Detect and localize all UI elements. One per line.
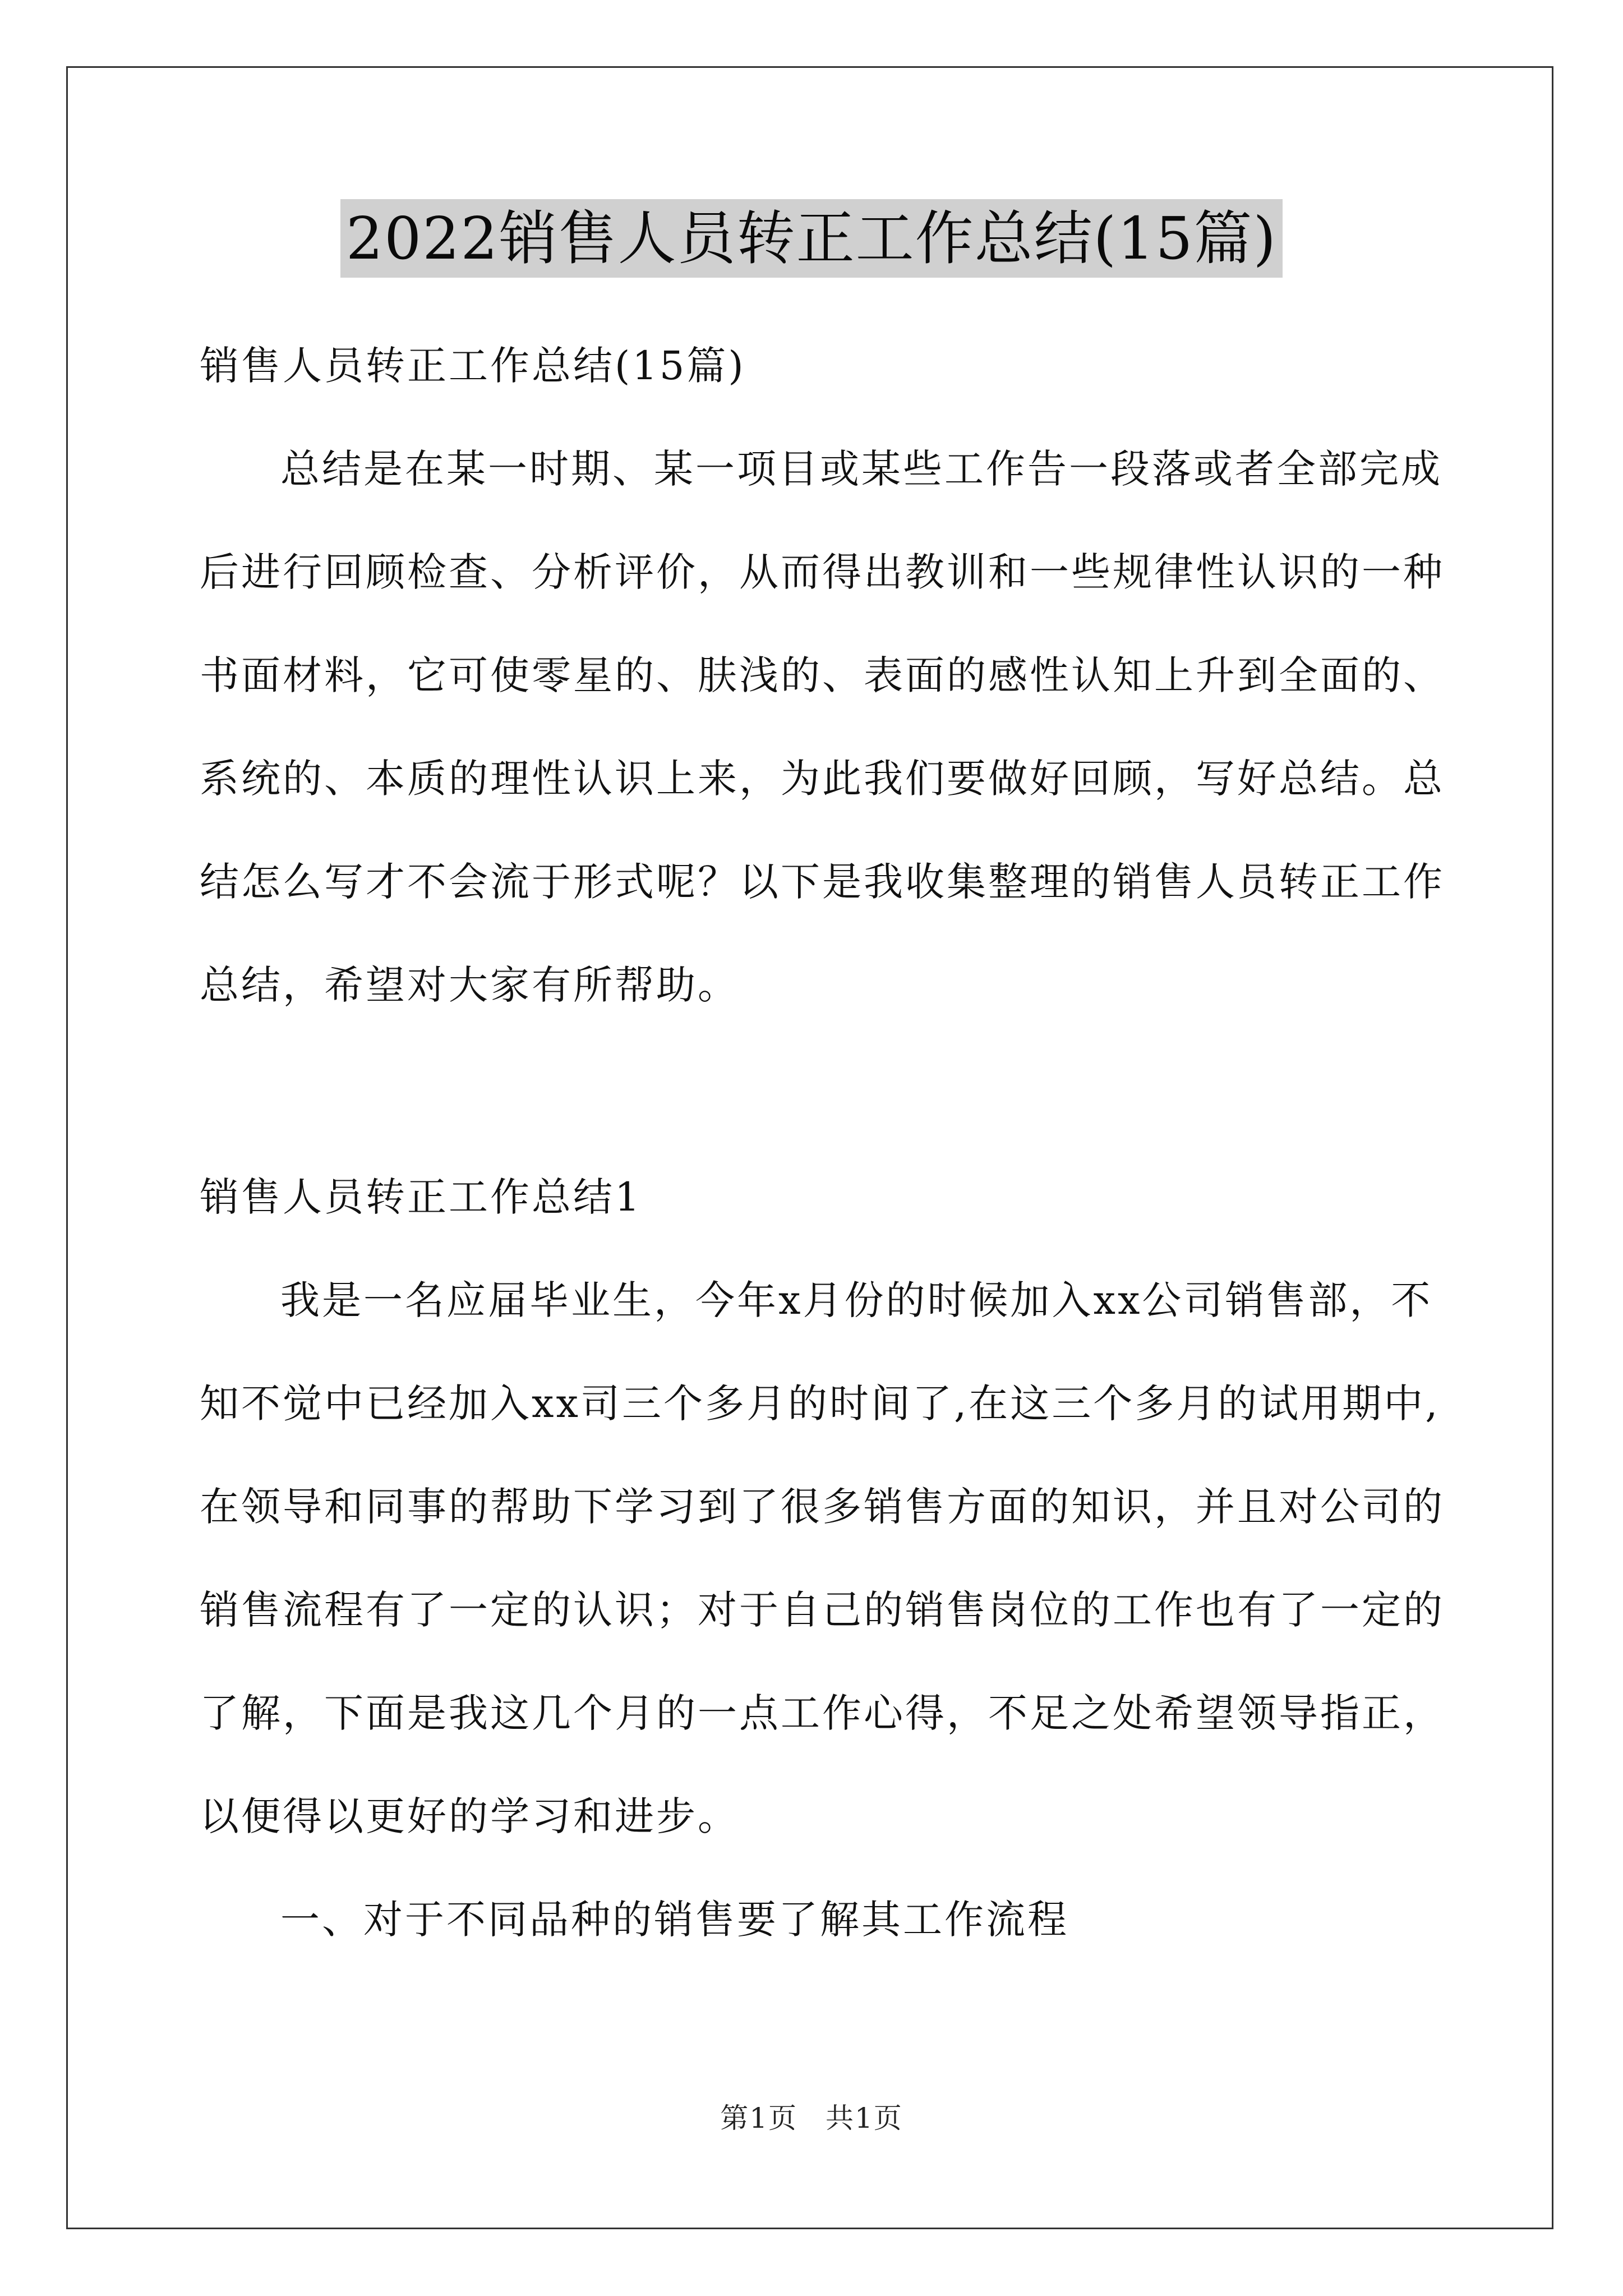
section-spacer <box>200 1037 1424 1145</box>
section-heading: 销售人员转正工作总结1 <box>200 1174 642 1220</box>
document-body <box>200 314 1445 1971</box>
section-line: 在领导和同事的帮助下学习到了很多销售方面的知识，并且对公司的 <box>200 1484 1445 1530</box>
page-number: 第1页 <box>720 2102 798 2134</box>
section-line: 了解，下面是我这几个月的一点工作心得，不足之处希望领导指正， <box>200 1690 1445 1736</box>
page-total: 共1页 <box>825 2102 903 2134</box>
point-heading: 一、对于不同品种的销售要了解其工作流程 <box>280 1897 1069 1943</box>
section-line: 我是一名应届毕业生，今年x月份的时候加入xx公司销售部，不 <box>280 1277 1433 1323</box>
page-footer <box>0 2096 1623 2136</box>
intro-line: 系统的、本质的理性认识上来，为此我们要做好回顾，写好总结。总 <box>200 756 1445 802</box>
intro-line: 后进行回顾检查、分析评价，从而得出教训和一些规律性认识的一种 <box>200 549 1445 595</box>
section-line: 知不觉中已经加入xx司三个多月的时间了,在这三个多月的试用期中, <box>200 1381 1440 1427</box>
intro-line: 书面材料，它可使零星的、肤浅的、表面的感性认知上升到全面的、 <box>200 652 1445 698</box>
intro-line: 总结是在某一时期、某一项目或某些工作告一段落或者全部完成 <box>280 446 1442 492</box>
title-container <box>0 199 1623 278</box>
intro-line: 结怎么写才不会流于形式呢？以下是我收集整理的销售人员转正工作 <box>200 859 1445 905</box>
intro-line: 总结，希望对大家有所帮助。 <box>200 962 739 1008</box>
document-subtitle: 销售人员转正工作总结(15篇) <box>200 343 746 389</box>
section-line: 以便得以更好的学习和进步。 <box>200 1793 739 1839</box>
section-line: 销售流程有了一定的认识；对于自己的销售岗位的工作也有了一定的 <box>200 1587 1445 1633</box>
document-title: 2022销售人员转正工作总结(15篇) <box>340 199 1283 278</box>
